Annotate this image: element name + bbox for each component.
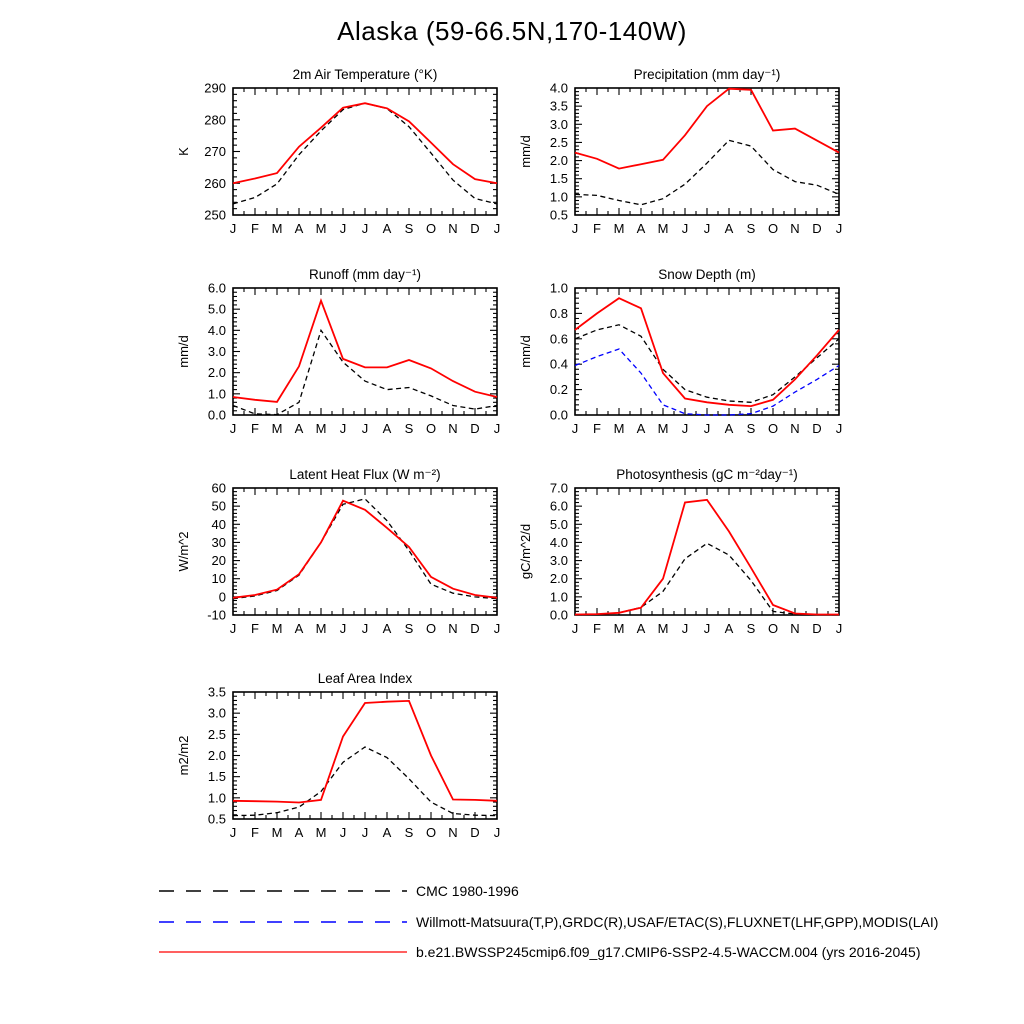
svg-text:N: N [448,221,458,236]
svg-text:N: N [790,421,800,436]
x-tick-labels [572,221,843,236]
svg-text:M: M [315,621,327,636]
svg-text:A: A [636,621,646,636]
svg-text:0: 0 [218,589,226,605]
svg-text:M: M [271,421,283,436]
svg-text:0.6: 0.6 [549,331,568,347]
svg-text:A: A [724,421,734,436]
svg-text:S: S [404,421,414,436]
series-line-cmc [233,499,497,599]
svg-text:M: M [657,221,669,236]
svg-text:J: J [361,825,369,840]
y-tick-labels [207,481,226,623]
svg-text:1.0: 1.0 [549,280,568,296]
y-tick-labels [550,81,568,223]
svg-text:1.0: 1.0 [549,589,568,605]
svg-text:1.0: 1.0 [549,189,568,205]
svg-text:4.0: 4.0 [549,534,568,550]
svg-text:J: J [835,421,843,436]
legend-label: b.e21.BWSSP245cmip6.f09_g17.CMIP6-SSP2-4.5-WACCM.004 (yrs 2016-2045) [416,944,921,961]
y-axis-label: W/m^2 [176,531,191,572]
svg-text:M: M [613,221,625,236]
svg-text:0.0: 0.0 [549,407,568,423]
svg-text:4.0: 4.0 [549,80,568,96]
chart-title: Runoff (mm day⁻¹) [309,267,421,282]
svg-text:3.5: 3.5 [207,684,226,700]
y-axis-label: gC/m^2/d [518,523,533,580]
svg-text:3.0: 3.0 [549,116,568,132]
svg-text:J: J [339,221,347,236]
legend-line-sample-model [158,947,408,957]
svg-text:F: F [251,825,259,840]
svg-text:2.0: 2.0 [549,153,568,169]
svg-text:S: S [746,221,756,236]
svg-text:290: 290 [204,80,226,96]
plot-frame [575,288,839,415]
svg-text:J: J [339,421,347,436]
svg-text:40: 40 [211,516,226,532]
y-tick-labels [550,481,568,623]
svg-text:2.0: 2.0 [207,365,226,381]
legend [158,876,938,968]
svg-text:50: 50 [211,498,226,514]
svg-text:2.5: 2.5 [549,134,568,150]
chart-title: Precipitation (mm day⁻¹) [633,67,781,82]
plot-frame [233,88,497,215]
svg-text:D: D [470,825,480,840]
svg-text:M: M [271,825,283,840]
svg-text:J: J [361,621,369,636]
svg-text:S: S [746,621,756,636]
series-line-cmc [575,140,839,205]
chart-panel-snow-depth [513,260,883,460]
legend-line-sample-cmc [158,886,408,896]
svg-text:J: J [339,825,347,840]
series-line-model [575,89,839,169]
svg-text:1.5: 1.5 [207,769,226,785]
svg-text:0.5: 0.5 [207,811,226,827]
svg-text:A: A [382,221,392,236]
svg-text:A: A [382,825,392,840]
svg-text:M: M [613,421,625,436]
svg-text:2.5: 2.5 [207,726,226,742]
svg-text:J: J [493,621,501,636]
svg-text:J: J [493,221,501,236]
svg-text:N: N [790,221,800,236]
svg-text:10: 10 [211,571,226,587]
svg-text:-10: -10 [207,607,226,623]
svg-text:260: 260 [204,175,226,191]
svg-text:D: D [470,221,480,236]
svg-text:A: A [724,221,734,236]
svg-text:6.0: 6.0 [207,280,226,296]
legend-label: CMC 1980-1996 [416,883,519,900]
svg-text:5.0: 5.0 [207,301,226,317]
svg-text:A: A [294,221,304,236]
legend-item-model [158,937,938,968]
y-axis-label: K [176,147,191,156]
chart-panel-air-temperature [171,60,541,260]
svg-text:J: J [835,621,843,636]
svg-text:J: J [229,221,237,236]
chart-title: Leaf Area Index [317,671,413,686]
svg-text:J: J [681,421,689,436]
svg-text:M: M [315,825,327,840]
x-tick-labels [230,421,501,436]
svg-text:3.0: 3.0 [207,705,226,721]
svg-text:J: J [835,221,843,236]
svg-text:6.0: 6.0 [549,498,568,514]
svg-text:D: D [812,621,822,636]
svg-text:0.8: 0.8 [549,305,568,321]
svg-text:7.0: 7.0 [549,480,568,496]
svg-text:D: D [812,421,822,436]
svg-text:F: F [593,621,601,636]
svg-text:J: J [571,221,579,236]
svg-text:D: D [812,221,822,236]
svg-text:J: J [703,621,711,636]
svg-text:J: J [571,621,579,636]
svg-text:250: 250 [204,207,226,223]
svg-text:M: M [613,621,625,636]
series-line-obs [575,349,839,415]
svg-text:D: D [470,421,480,436]
svg-text:S: S [404,825,414,840]
svg-text:270: 270 [204,144,226,159]
svg-text:F: F [251,421,259,436]
y-tick-labels [550,281,568,423]
x-tick-labels [230,221,501,236]
svg-text:A: A [294,825,304,840]
axis-ticks [575,488,839,615]
svg-text:A: A [636,421,646,436]
svg-text:M: M [657,421,669,436]
svg-text:O: O [767,621,779,636]
svg-text:F: F [593,421,601,436]
svg-text:3.5: 3.5 [549,98,568,114]
x-tick-labels [230,621,501,636]
chart-panel-runoff [171,260,541,460]
svg-text:J: J [493,421,501,436]
svg-text:O: O [425,421,437,436]
svg-text:J: J [703,221,711,236]
svg-text:S: S [404,221,414,236]
svg-text:M: M [315,421,327,436]
svg-text:F: F [593,221,601,236]
x-tick-labels [572,421,843,436]
chart-title: 2m Air Temperature (°K) [292,67,438,82]
svg-text:1.0: 1.0 [207,386,226,402]
svg-text:J: J [681,221,689,236]
svg-text:2.0: 2.0 [207,748,226,763]
svg-text:J: J [571,421,579,436]
figure-title: Alaska (59-66.5N,170-140W) [337,16,687,46]
svg-text:0.0: 0.0 [207,407,226,423]
svg-text:5.0: 5.0 [549,516,568,532]
svg-text:3.0: 3.0 [207,344,226,359]
plot-frame [233,288,497,415]
svg-text:D: D [470,621,480,636]
y-axis-label: m2/m2 [176,735,191,776]
plot-frame [575,488,839,615]
svg-text:1.0: 1.0 [207,790,226,806]
series-line-model [575,500,839,615]
svg-text:A: A [382,621,392,636]
svg-text:N: N [448,421,458,436]
svg-text:N: N [448,621,458,636]
svg-text:F: F [251,621,259,636]
svg-text:0.5: 0.5 [549,207,568,223]
y-axis-label: mm/d [518,135,533,168]
svg-text:280: 280 [204,112,226,128]
series-line-cmc [575,325,839,403]
svg-text:J: J [229,621,237,636]
svg-text:J: J [493,825,501,840]
y-tick-labels [208,281,226,423]
svg-text:A: A [294,421,304,436]
chart-panel-leaf-area-index [171,664,541,864]
svg-text:30: 30 [211,534,226,550]
svg-text:F: F [251,221,259,236]
chart-title: Latent Heat Flux (W m⁻²) [289,467,441,482]
svg-text:M: M [271,621,283,636]
svg-text:J: J [703,421,711,436]
svg-text:M: M [271,221,283,236]
svg-text:3.0: 3.0 [549,553,568,569]
svg-text:20: 20 [211,553,226,569]
y-axis-label: mm/d [176,335,191,368]
series-line-cmc [233,103,497,204]
svg-text:0.2: 0.2 [549,382,568,398]
svg-text:60: 60 [211,480,226,496]
y-tick-labels [208,685,226,827]
series-line-model [233,701,497,803]
svg-text:J: J [229,421,237,436]
svg-text:O: O [767,221,779,236]
svg-text:O: O [425,825,437,840]
svg-text:J: J [361,421,369,436]
svg-text:O: O [425,221,437,236]
svg-text:4.0: 4.0 [207,322,226,338]
svg-text:A: A [294,621,304,636]
svg-text:A: A [382,421,392,436]
legend-item-cmc [158,876,938,907]
svg-text:S: S [404,621,414,636]
series-line-model [233,501,497,598]
svg-text:J: J [339,621,347,636]
chart-title: Photosynthesis (gC m⁻²day⁻¹) [616,467,798,482]
svg-text:0.0: 0.0 [549,607,568,623]
svg-text:2.0: 2.0 [549,571,568,587]
axis-ticks [233,488,497,615]
svg-text:J: J [361,221,369,236]
svg-text:A: A [636,221,646,236]
svg-text:O: O [767,421,779,436]
legend-line-sample-obs [158,917,408,927]
axis-ticks [233,88,497,215]
svg-text:S: S [746,421,756,436]
x-tick-labels [230,825,501,840]
plot-frame [233,488,497,615]
series-line-cmc [575,543,839,614]
y-tick-labels [204,81,226,223]
x-tick-labels [572,621,843,636]
legend-item-obs [158,907,938,938]
axis-ticks [233,288,497,415]
svg-text:J: J [681,621,689,636]
svg-text:J: J [229,825,237,840]
svg-text:N: N [790,621,800,636]
series-line-model [233,301,497,402]
svg-text:N: N [448,825,458,840]
svg-text:M: M [315,221,327,236]
chart-panel-latent-heat-flux [171,460,541,660]
series-line-model [233,103,497,183]
svg-text:M: M [657,621,669,636]
y-axis-label: mm/d [518,335,533,368]
chart-panel-photosynthesis [513,460,883,660]
chart-panel-precipitation [513,60,883,260]
series-line-model [575,298,839,406]
svg-text:O: O [425,621,437,636]
series-line-cmc [233,747,497,816]
svg-text:0.4: 0.4 [549,356,568,372]
axis-ticks [575,288,839,415]
svg-text:A: A [724,621,734,636]
svg-text:1.5: 1.5 [549,171,568,187]
chart-title: Snow Depth (m) [658,267,756,282]
legend-label: Willmott-Matsuura(T,P),GRDC(R),USAF/ETAC(S),FLUXNET(LHF,GPP),MODIS(LAI) [416,913,939,930]
